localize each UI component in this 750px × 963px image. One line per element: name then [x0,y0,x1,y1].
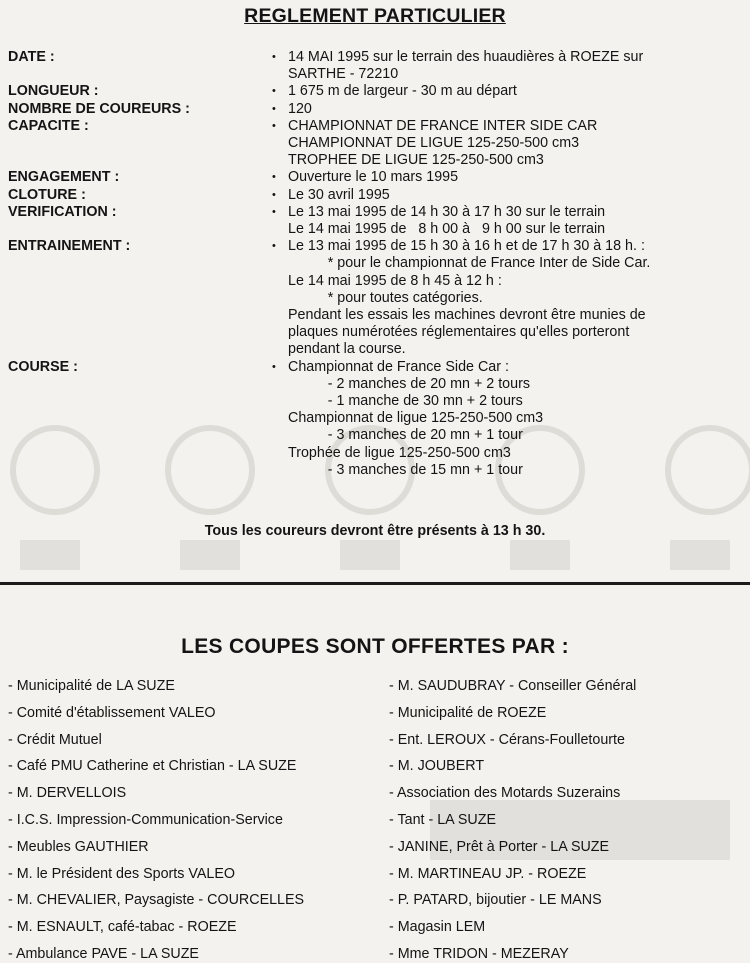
page-title: REGLEMENT PARTICULIER [244,5,506,27]
sponsor-item-left: - Café PMU Catherine et Christian - LA SUZE [8,758,297,775]
bullet-icon: • [272,51,276,63]
bullet-icon: • [272,102,276,115]
ghost-block [180,540,240,570]
ghost-logo-circle [13,428,97,512]
sponsor-item-left: - Ambulance PAVE - LA SUZE [8,946,199,962]
detail-label: LONGUEUR : [8,83,99,100]
detail-value-line: Le 13 mai 1995 de 14 h 30 à 17 h 30 sur le terrain [288,203,606,220]
detail-value-line: 14 MAI 1995 sur le terrain des huaudières à ROEZE sur [288,49,644,65]
detail-value-line: Trophée de ligue 125-250-500 cm3 [288,444,511,461]
detail-value-line: SARTHE - 72210 [288,66,399,83]
detail-value-line: Ouverture le 10 mars 1995 [288,169,459,186]
sponsor-item-left: - Comité d'établissement VALEO [8,704,216,721]
detail-value-line: Championnat de ligue 125-250-500 cm3 [288,410,544,427]
detail-value-line: Le 30 avril 1995 [288,186,390,203]
sponsor-item-right: - Ent. LEROUX - Cérans-Foulletourte [389,731,625,748]
bullet-icon: • [272,85,276,98]
sponsor-item-left: - Meubles GAUTHIER [8,838,149,855]
sponsor-item-right: - M. JOUBERT [389,758,485,775]
sponsor-item-right: - P. PATARD, bijoutier - LE MANS [389,892,602,909]
detail-label: COURSE : [8,358,78,375]
detail-value-line: - 3 manches de 15 mn + 1 tour [288,461,523,478]
detail-value-line: CHAMPIONNAT DE LIGUE 125-250-500 cm3 [288,135,580,151]
bullet-icon: • [272,205,276,218]
detail-value-line: 120 [288,100,312,117]
ghost-block [670,540,730,570]
detail-label: VERIFICATION : [8,203,117,220]
bullet-icon: • [272,240,276,253]
sponsor-item-left: - M. ESNAULT, café-tabac - ROEZE [8,919,237,936]
detail-value-line: plaques numérotées réglementaires qu'elles porteront [288,324,630,341]
sponsor-item-right: - Mme TRIDON - MEZERAY [389,946,569,962]
section-divider [0,582,750,585]
sponsor-item-left: - M. le Président des Sports VALEO [8,865,235,882]
detail-value-line: TROPHEE DE LIGUE 125-250-500 cm3 [288,152,544,169]
detail-label: CLOTURE : [8,186,86,203]
detail-value-line: - 1 manche de 30 mn + 2 tours [288,393,523,409]
sponsor-item-right: - M. MARTINEAU JP. - ROEZE [389,865,587,882]
sponsor-item-right: - JANINE, Prêt à Porter - LA SUZE [389,838,610,855]
ghost-block [510,540,570,570]
bullet-icon: • [272,119,276,132]
detail-value-line: Le 14 mai 1995 de 8 h 00 à 9 h 00 sur le terrain [288,221,606,237]
detail-label: NOMBRE DE COUREURS : [8,100,190,117]
sponsor-item-left: - M. CHEVALIER, Paysagiste - COURCELLES [8,892,305,909]
sponsor-item-left: - M. DERVELLOIS [8,785,127,802]
arrival-note: Tous les coureurs devront être présents à 13 h 30. [204,523,546,539]
sponsor-item-left: - Municipalité de LA SUZE [8,678,175,694]
detail-value-line: Championnat de France Side Car : [288,358,509,375]
detail-label: ENGAGEMENT : [8,169,120,186]
ghost-block [20,540,80,570]
sponsor-item-right: - Association des Motards Suzerains [389,785,621,802]
bullet-icon: • [272,188,276,201]
detail-value-line: * pour le championnat de France Inter de Side Car. [288,255,651,272]
sponsor-item-right: - Tant - LA SUZE [389,812,497,828]
detail-value-line: - 3 manches de 20 mn + 1 tour [288,427,523,444]
bullet-icon: • [272,360,276,373]
bullet-icon: • [272,171,276,184]
detail-value-line: Le 13 mai 1995 de 15 h 30 à 16 h et de 17 h 30 à 18 h. : [288,238,645,255]
ghost-logo-circle [668,428,750,512]
sponsor-item-right: - Magasin LEM [389,919,486,936]
sponsor-item-left: - I.C.S. Impression-Communication-Service [8,812,283,828]
detail-value-line: - 2 manches de 20 mn + 2 tours [288,375,530,392]
detail-label: CAPACITE : [8,117,89,134]
ghost-block [340,540,400,570]
detail-label: ENTRAINEMENT : [8,238,131,255]
sponsors-heading: LES COUPES SONT OFFERTES PAR : [181,635,569,658]
detail-value-line: CHAMPIONNAT DE FRANCE INTER SIDE CAR [288,117,598,134]
detail-value-line: * pour toutes catégories. [288,289,483,306]
ghost-logo-circle [168,428,252,512]
sponsor-item-right: - M. SAUDUBRAY - Conseiller Général [389,678,637,694]
sponsor-item-right: - Municipalité de ROEZE [389,704,547,721]
detail-value-line: Pendant les essais les machines devront être munies de [288,307,646,323]
sponsor-item-left: - Crédit Mutuel [8,731,102,748]
detail-value-line: Le 14 mai 1995 de 8 h 45 à 12 h : [288,272,502,289]
detail-value-line: pendant la course. [288,341,406,358]
detail-label: DATE : [8,49,55,65]
detail-value-line: 1 675 m de largeur - 30 m au départ [288,83,517,100]
